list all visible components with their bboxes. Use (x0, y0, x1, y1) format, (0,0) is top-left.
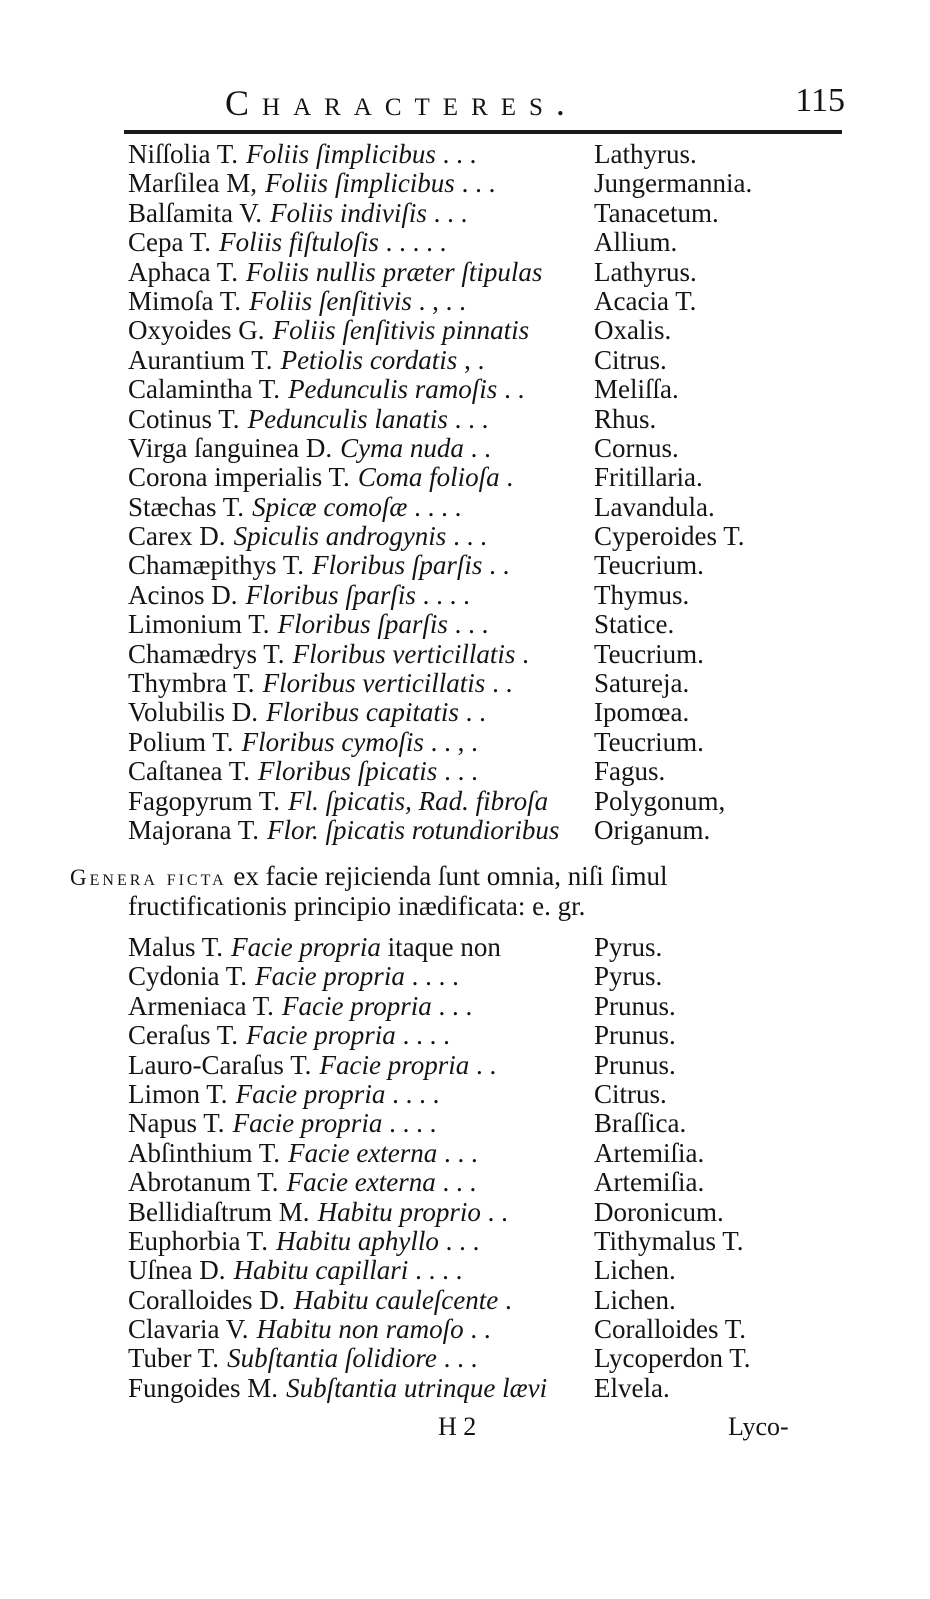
genus-synonym-name: Coralloides D. (128, 1284, 286, 1315)
genus-synonym-name: Limonium T. (128, 609, 270, 640)
character-phrase: Floribus ſparſis (245, 579, 416, 610)
accepted-genus: Cyperoides T. (594, 521, 745, 552)
dot-leaders: . , . . (411, 285, 466, 316)
genus-synonym-name: Bellidiaſtrum M. (128, 1196, 310, 1227)
list-item (128, 1256, 828, 1285)
character-phrase: Flor. ſpicatis rotundioribus (267, 814, 560, 845)
accepted-genus: Jungermannia. (594, 168, 753, 199)
entry-description (128, 933, 501, 962)
list-item (128, 140, 828, 169)
entry-description (128, 1139, 478, 1168)
accepted-genus: Lathyrus. (594, 139, 697, 169)
accepted-genus: Elvela. (594, 1372, 670, 1403)
genus-synonym-name: Napus T. (128, 1108, 225, 1139)
list-item (128, 816, 828, 845)
genus-synonym-name: Armeniaca T. (128, 990, 274, 1021)
character-phrase: Floribus ſparſis (277, 609, 448, 640)
genus-synonym-name: Ceraſus T. (128, 1020, 238, 1051)
character-phrase: Habitu proprio (317, 1196, 481, 1227)
genus-synonym-name: Aphaca T. (128, 256, 238, 287)
list-item (128, 258, 828, 287)
genus-synonym-name: Polium T. (128, 726, 234, 757)
dot-leaders: . . . . (395, 1020, 450, 1051)
list-item (128, 316, 828, 345)
entry-description (128, 1344, 477, 1373)
entry-description (128, 1227, 479, 1256)
dot-leaders: . . (497, 374, 525, 405)
character-phrase: Coma folioſa (357, 462, 500, 493)
accepted-genus: Prunus. (594, 1049, 676, 1080)
character-phrase: Habitu capillari (233, 1255, 409, 1286)
character-phrase: Pedunculis lanatis (247, 403, 448, 434)
character-phrase: Foliis fiſtuloſis (219, 227, 379, 258)
list-item (128, 551, 828, 580)
entry-description (128, 522, 487, 551)
dot-leaders: . . . . (408, 1255, 463, 1286)
character-phrase: Subſtantia utrinque lævi (286, 1372, 548, 1403)
character-phrase: Floribus ſpicatis (258, 756, 438, 787)
entry-description (128, 1315, 491, 1344)
dot-leaders: . . (480, 1196, 508, 1227)
dot-leaders: . . (469, 1049, 497, 1080)
entry-description (128, 787, 548, 816)
character-phrase: Foliis indiviſis (270, 197, 427, 228)
dot-leaders: . . . . (407, 491, 462, 522)
accepted-genus: Citrus. (594, 344, 667, 375)
accepted-genus: Citrus. (594, 1078, 667, 1109)
character-phrase: Petiolis cordatis (280, 344, 458, 375)
entry-description (128, 169, 495, 198)
accepted-genus: Polygonum, (594, 785, 726, 816)
dot-leaders: . . . (437, 756, 478, 787)
entry-description (128, 258, 542, 287)
entry-description (128, 816, 559, 845)
dot-leaders: , . (457, 344, 485, 375)
entry-description (128, 640, 529, 669)
dot-leaders: . . . (447, 609, 489, 640)
list-item (128, 463, 828, 492)
accepted-genus: Thymus. (594, 579, 690, 610)
list-item (128, 346, 828, 375)
accepted-genus: Ipomœa. (594, 697, 690, 728)
character-phrase: Foliis ſimplicibus (246, 139, 436, 169)
dot-leaders: . . . (437, 1137, 478, 1168)
entry-description (128, 581, 470, 610)
genus-synonym-name: Balſamita V. (128, 197, 262, 228)
entry-description (128, 1374, 547, 1403)
list-item (128, 1168, 828, 1197)
dot-leaders: . . . (436, 1343, 478, 1374)
accepted-genus: Prunus. (594, 1020, 676, 1051)
accepted-genus: Lichen. (594, 1284, 676, 1315)
signature-mark: H 2 (438, 1412, 477, 1441)
list-item (128, 933, 828, 962)
genus-synonym-name: Uſnea D. (128, 1255, 226, 1286)
list-item (128, 493, 828, 522)
dot-leaders: . . . . (404, 961, 459, 992)
entry-description (128, 493, 461, 522)
list-item (128, 1374, 828, 1403)
dot-leaders: . . (463, 432, 491, 463)
genus-synonym-name: Cotinus T. (128, 403, 240, 434)
dot-leaders: . . . (431, 990, 473, 1021)
list-item (128, 287, 828, 316)
genus-synonym-name: Volubilis D. (128, 697, 259, 728)
genus-synonym-name: Fagopyrum T. (128, 785, 280, 816)
character-phrase: Foliis ſimplicibus (265, 168, 455, 199)
accepted-genus: Statice. (594, 609, 675, 640)
genus-synonym-name: Oxyoides G. (128, 315, 265, 346)
genus-synonym-name: Carex D. (128, 521, 226, 552)
accepted-genus: Lichen. (594, 1255, 676, 1286)
genus-synonym-name: Majorana T. (128, 814, 259, 845)
dot-leaders: . . . (438, 1225, 480, 1256)
genus-synonym-name: Thymbra T. (128, 668, 255, 699)
dot-leaders: . . . . (415, 579, 470, 610)
genus-synonym-name: Clavaria V. (128, 1314, 249, 1345)
entry-description (128, 1168, 476, 1197)
entry-description (128, 1021, 450, 1050)
list-item (128, 787, 828, 816)
entry-description (128, 728, 478, 757)
list-item (128, 728, 828, 757)
entry-description (128, 463, 513, 492)
list-item (128, 1080, 828, 1109)
entry-description (128, 1080, 439, 1109)
genus-synonym-name: Abſinthium T. (128, 1137, 281, 1168)
entry-description (128, 551, 509, 580)
character-phrase: Habitu aphyllo (276, 1225, 439, 1256)
entry-description (128, 375, 524, 404)
character-phrase: Facie propria (255, 961, 405, 992)
genus-synonym-name: Mimoſa T. (128, 285, 241, 316)
list-item (128, 1198, 828, 1227)
entry-description (128, 405, 488, 434)
paragraph-line-2: fructificationis principio inædificata: e. gr. (128, 891, 586, 921)
genus-synonym-name: Corona imperialis T. (128, 462, 350, 493)
genus-synonym-name: Lauro-Caraſus T. (128, 1049, 312, 1080)
accepted-genus: Tanacetum. (594, 197, 719, 228)
character-phrase: Habitu non ramoſo (256, 1314, 464, 1345)
dot-leaders: . . (485, 668, 513, 699)
entry-description (128, 228, 446, 257)
list-item (128, 757, 828, 786)
character-phrase: Floribus cymoſis (241, 726, 424, 757)
character-phrase: Cyma nuda (340, 432, 464, 463)
dot-leaders: . . . . (382, 1108, 437, 1139)
entry-description (128, 1286, 512, 1315)
entry-description (128, 140, 476, 169)
genus-synonym-name: Cepa T. (128, 227, 211, 258)
list-item (128, 1344, 828, 1373)
genus-synonym-name: Euphorbia T. (128, 1225, 268, 1256)
character-phrase: Foliis nullis præter ſtipulas (246, 256, 543, 287)
running-title: Characteres. (225, 83, 578, 123)
character-phrase: Subſtantia ſolidiore (227, 1343, 437, 1374)
synonym-list-facies-habitus (128, 933, 828, 1403)
dot-leaders: . . . . (385, 1078, 440, 1109)
character-phrase: Facie propria (231, 932, 381, 962)
genus-synonym-name: Calamintha T. (128, 374, 280, 405)
accepted-genus: Coralloides T. (594, 1314, 746, 1345)
genus-synonym-name: Virga ſanguinea D. (128, 432, 333, 463)
list-item (128, 610, 828, 639)
accepted-genus: Fritillaria. (594, 462, 703, 493)
page-footer (0, 1412, 930, 1452)
accepted-genus: Pyrus. (594, 961, 663, 992)
entry-note: itaque non (380, 932, 501, 962)
dot-leaders: . . . (435, 1167, 477, 1198)
list-item (128, 992, 828, 1021)
accepted-genus: Tithymalus T. (594, 1225, 744, 1256)
list-item (128, 1109, 828, 1138)
accepted-genus: Braſſica. (594, 1108, 687, 1139)
accepted-genus: Artemiſia. (594, 1167, 705, 1198)
dot-leaders: . . , . (423, 726, 478, 757)
accepted-genus: Origanum. (594, 814, 711, 845)
accepted-genus: Acacia T. (594, 285, 697, 316)
accepted-genus: Teucrium. (594, 550, 704, 581)
entry-description (128, 199, 467, 228)
dot-leaders: . (515, 638, 529, 669)
genus-synonym-name: Limon T. (128, 1078, 228, 1109)
character-phrase: Habitu cauleſcente (293, 1284, 499, 1315)
character-phrase: Pedunculis ramoſis (288, 374, 498, 405)
list-item (128, 1315, 828, 1344)
list-item (128, 169, 828, 198)
list-item (128, 640, 828, 669)
list-item (128, 581, 828, 610)
accepted-genus: Doronicum. (594, 1196, 724, 1227)
list-item (128, 962, 828, 991)
list-item (128, 1139, 828, 1168)
genus-synonym-name: Chamædrys T. (128, 638, 285, 669)
list-item (128, 1227, 828, 1256)
list-item (128, 1051, 828, 1080)
entry-description (128, 757, 478, 786)
accepted-genus: Fagus. (594, 756, 666, 787)
genus-synonym-name: Aurantium T. (128, 344, 273, 375)
accepted-genus: Cornus. (594, 432, 679, 463)
character-phrase: Facie externa (286, 1167, 436, 1198)
genus-synonym-name: Niſſolia T. (128, 139, 238, 169)
entry-description (128, 1109, 436, 1138)
genus-synonym-name: Tuber T. (128, 1343, 220, 1374)
accepted-genus: Teucrium. (594, 726, 704, 757)
entry-description (128, 992, 472, 1021)
paragraph-line-1-rest: ex facie rejicienda ſunt omnia, niſi ſimul (233, 861, 668, 891)
entry-description (128, 287, 466, 316)
list-item (128, 669, 828, 698)
list-item (128, 405, 828, 434)
entry-description (128, 346, 484, 375)
genus-synonym-name: Fungoides M. (128, 1372, 279, 1403)
list-item (128, 228, 828, 257)
dot-leaders: . . . (435, 139, 477, 169)
genus-synonym-name: Abrotanum T. (128, 1167, 279, 1198)
accepted-genus: Artemiſia. (594, 1137, 705, 1168)
character-phrase: Facie propria (232, 1108, 383, 1139)
entry-description (128, 1051, 496, 1080)
genus-synonym-name: Caſtanea T. (128, 756, 250, 787)
entry-description (128, 669, 512, 698)
character-phrase: Floribus ſparſis (312, 550, 483, 581)
accepted-genus: Allium. (594, 227, 678, 258)
accepted-genus: Pyrus. (594, 932, 663, 962)
accepted-genus: Lathyrus. (594, 256, 697, 287)
character-phrase: Fl. ſpicatis, Rad. fibroſa (288, 785, 549, 816)
paragraph-lead-caps: Genera ficta (70, 865, 227, 890)
entry-description (128, 610, 488, 639)
entry-description (128, 698, 486, 727)
dot-leaders: . . (463, 1314, 491, 1345)
genera-ficta-paragraph (70, 862, 850, 921)
running-header (225, 82, 845, 130)
entry-description (128, 316, 529, 345)
entry-description (128, 434, 491, 463)
entry-description (128, 1256, 462, 1285)
accepted-genus: Teucrium. (594, 638, 704, 669)
page-number: 115 (795, 82, 845, 119)
list-item (128, 698, 828, 727)
character-phrase: Spicæ comoſæ (252, 491, 408, 522)
accepted-genus: Satureja. (594, 668, 690, 699)
genus-synonym-name: Acinos D. (128, 579, 238, 610)
accepted-genus: Rhus. (594, 403, 657, 434)
list-item (128, 375, 828, 404)
entry-description (128, 1198, 508, 1227)
accepted-genus: Lavandula. (594, 491, 715, 522)
genus-synonym-name: Malus T. (128, 932, 224, 962)
character-phrase: Floribus capitatis (266, 697, 459, 728)
catchword: Lyco- (728, 1412, 789, 1441)
list-item (128, 434, 828, 463)
dot-leaders: . . (458, 697, 486, 728)
accepted-genus: Lycoperdon T. (594, 1343, 751, 1374)
dot-leaders: . (498, 1284, 512, 1315)
character-phrase: Facie propria (235, 1078, 386, 1109)
character-phrase: Facie externa (288, 1137, 438, 1168)
dot-leaders: . . . (446, 521, 487, 552)
genus-synonym-name: Cydonia T. (128, 961, 247, 992)
character-phrase: Facie propria (319, 1049, 470, 1080)
paragraph-line-1 (70, 862, 850, 892)
character-phrase: Foliis ſenſitivis (249, 285, 412, 316)
dot-leaders: . . . (426, 197, 468, 228)
list-item (128, 199, 828, 228)
dot-leaders: . . . (454, 168, 496, 199)
list-item (128, 1286, 828, 1315)
accepted-genus: Meliſſa. (594, 374, 679, 405)
list-item (128, 1021, 828, 1050)
character-phrase: Foliis ſenſitivis pinnatis (272, 315, 530, 346)
synonym-list-leaves-flowers (128, 140, 828, 845)
dot-leaders: . . . (447, 403, 489, 434)
character-phrase: Facie propria (282, 990, 432, 1021)
genus-synonym-name: Stæchas T. (128, 491, 245, 522)
character-phrase: Spiculis androgynis (233, 521, 447, 552)
accepted-genus: Oxalis. (594, 315, 672, 346)
list-item (128, 522, 828, 551)
dot-leaders: . . . . . (378, 227, 447, 258)
character-phrase: Floribus verticillatis (292, 638, 516, 669)
dot-leaders: . . (482, 550, 510, 581)
header-rule (124, 130, 842, 134)
character-phrase: Floribus verticillatis (262, 668, 486, 699)
dot-leaders: . (499, 462, 514, 493)
genus-synonym-name: Chamæpithys T. (128, 550, 305, 581)
accepted-genus: Prunus. (594, 990, 676, 1021)
genus-synonym-name: Marſilea M, (128, 168, 257, 199)
entry-description (128, 962, 459, 991)
character-phrase: Facie propria (246, 1020, 396, 1051)
